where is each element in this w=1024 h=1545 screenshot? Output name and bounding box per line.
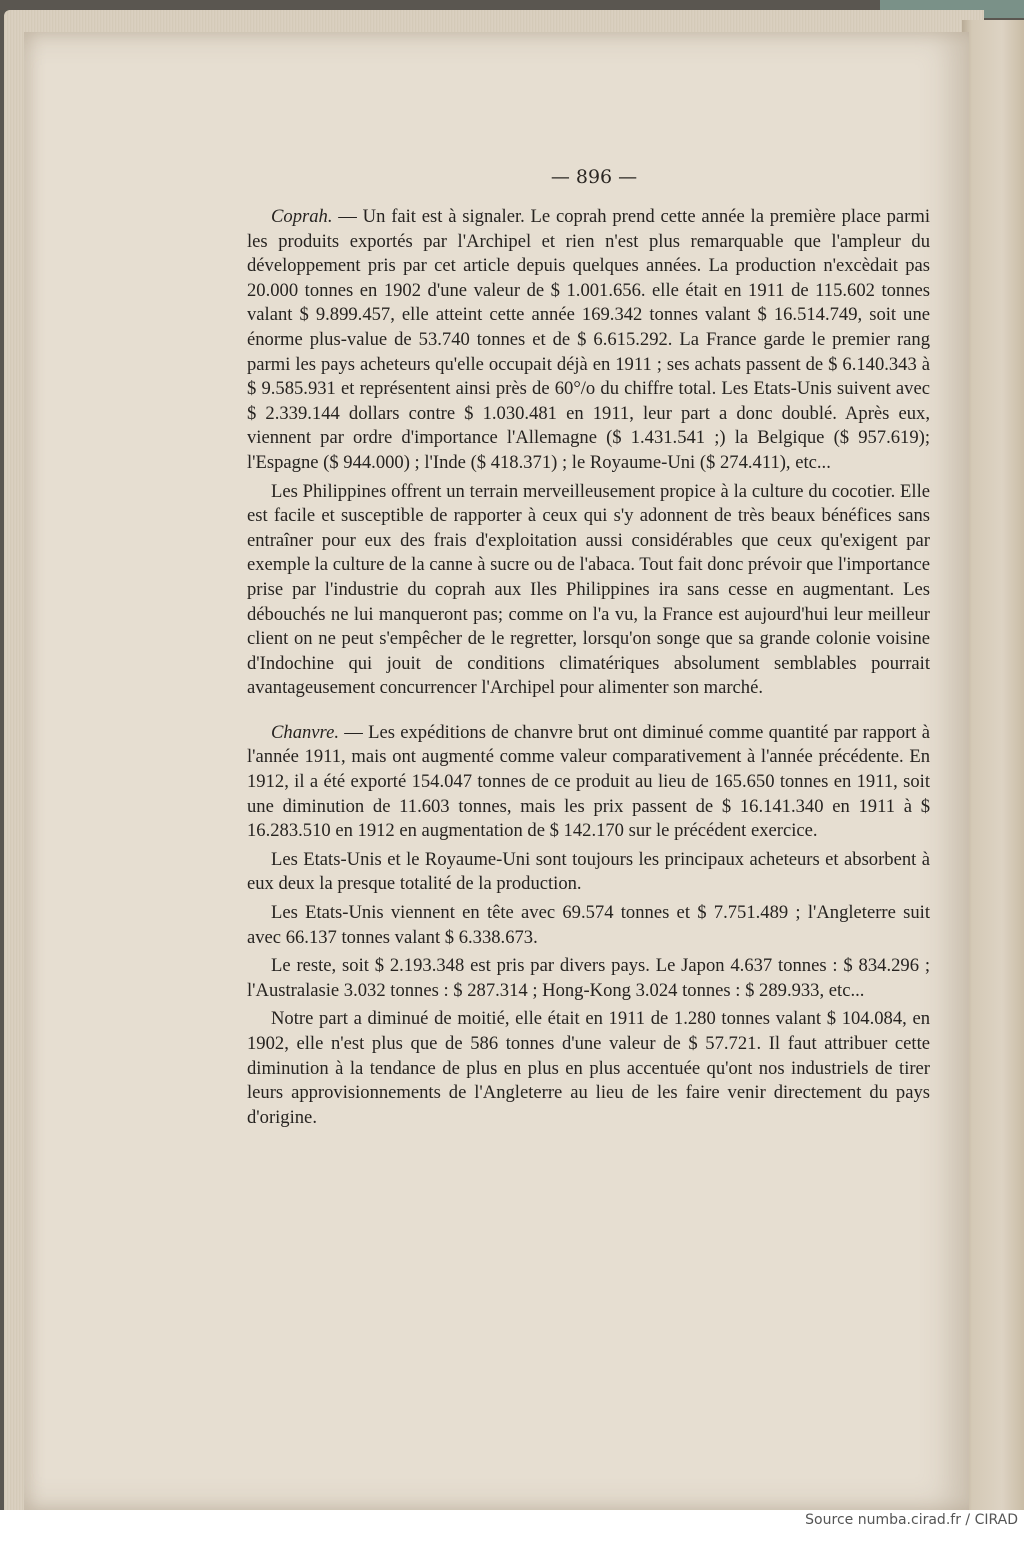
page-body	[247, 205, 930, 1130]
chanvre-heading: Chanvre.	[271, 721, 339, 743]
coprah-text-1: — Un fait est à signaler. Le coprah prend cette année la première place parmi les produits exportés par l'Archipel et rien n'est plus remarquable que l'ampleur du développement pris par cet article depuis quelques années. La production n'excèdait pas 20.000 tonnes en 1902 d'une valeur de $ 1.001.656. elle était en 1911 de 115.602 tonnes valant $ 9.899.457, elle atteint cette année 169.342 tonnes valant $ 16.514.749, soit une énorme plus-value de 53.740 tonnes et de $ 6.615.292. La France garde le premier rang parmi les pays acheteurs qu'elle occupait déjà en 1911 ; ses achats passent de $ 6.140.343 à $ 9.585.931 et représentent ainsi près de 60°/o du chiffre total. Les Etats-Unis suivent avec $ 2.339.144 dollars contre $ 1.030.481 en 1911, leur part a donc doublé. Après eux, viennent par ordre d'importance l'Allemagne ($ 1.431.541 ;) la Belgique ($ 957.619); l'Espagne ($ 944.000) ; l'Inde ($ 418.371) ; le Royaume-Uni ($ 274.411), etc...	[247, 206, 930, 473]
coprah-paragraph-1	[247, 205, 930, 476]
coprah-heading: Coprah.	[271, 206, 333, 227]
chanvre-paragraph-1	[247, 721, 930, 844]
facing-page-edge	[962, 20, 1024, 1510]
chanvre-paragraph-4: Le reste, soit $ 2.193.348 est pris par divers pays. Le Japon 4.637 tonnes : $ 834.296 ; l'Australasie 3.032 tonnes : $ 287.314 ; Hong-Kong 3.024 tonnes : $ 289.933, etc...	[247, 955, 930, 1001]
source-credit: Source numba.cirad.fr / CIRAD	[805, 1512, 1018, 1528]
chanvre-paragraph-2: Les Etats-Unis et le Royaume-Uni sont toujours les principaux acheteurs et absorbent à eux deux la presque totalité de la production.	[247, 848, 930, 895]
page-number: — 896 —	[550, 166, 638, 188]
chanvre-paragraph-3: Les Etats-Unis viennent en tête avec 69.574 tonnes et $ 7.751.489 ; l'Angleterre suit avec 66.137 tonnes valant $ 6.338.673.	[247, 902, 930, 948]
chanvre-text-1: — Les expéditions de chanvre brut ont diminué comme quantité par rapport à l'année 1911, mais ont augmenté comme valeur comparativement à l'année précédente. En 1912, il a été exporté 154.047 tonnes de ce produit au lieu de 165.650 tonnes en 1911, soit une diminution de 11.603 tonnes, mais les prix passent de $ 16.141.340 en 1911 à $ 16.283.510 en 1912 en augmentation de $ 142.170 sur le précédent exercice.	[247, 721, 930, 842]
coprah-paragraph-2: Les Philippines offrent un terrain merveilleusement propice à la culture du cocotier. Elle est facile et susceptible de rapporter à ceux qui s'y adonnent de très beaux bénéfices sans entraîner pour eux des frais d'exploitation aussi considérables que ceux qu'exigent par exemple la culture de la canne à sucre ou de l'abaca. Tout fait donc prévoir que l'importance prise par l'industrie du coprah aux Iles Philippines ira sans cesse en augmentant. Les débouchés ne lui manqueront pas; comme on l'a vu, la France est aujourd'hui leur meilleur client on ne peut s'empêcher de le regretter, lorsqu'on songe que sa grande colonie voisine d'Indochine qui jouit de conditions climatériques absolument semblables pourrait avantageusement concurrencer l'Archipel pour alimenter son marché.	[247, 480, 930, 699]
chanvre-paragraph-5: Notre part a diminué de moitié, elle était en 1911 de 1.280 tonnes valant $ 104.084, en 1902, elle n'est plus que de 586 tonnes d'une valeur de $ 57.721. Il faut attribuer cette diminution à la tendance de plus en plus en plus accentuée qu'ont nos industriels de tirer leurs approvisionnements de l'Angleterre au lieu de les faire venir directement du pays d'origine.	[247, 1008, 930, 1128]
